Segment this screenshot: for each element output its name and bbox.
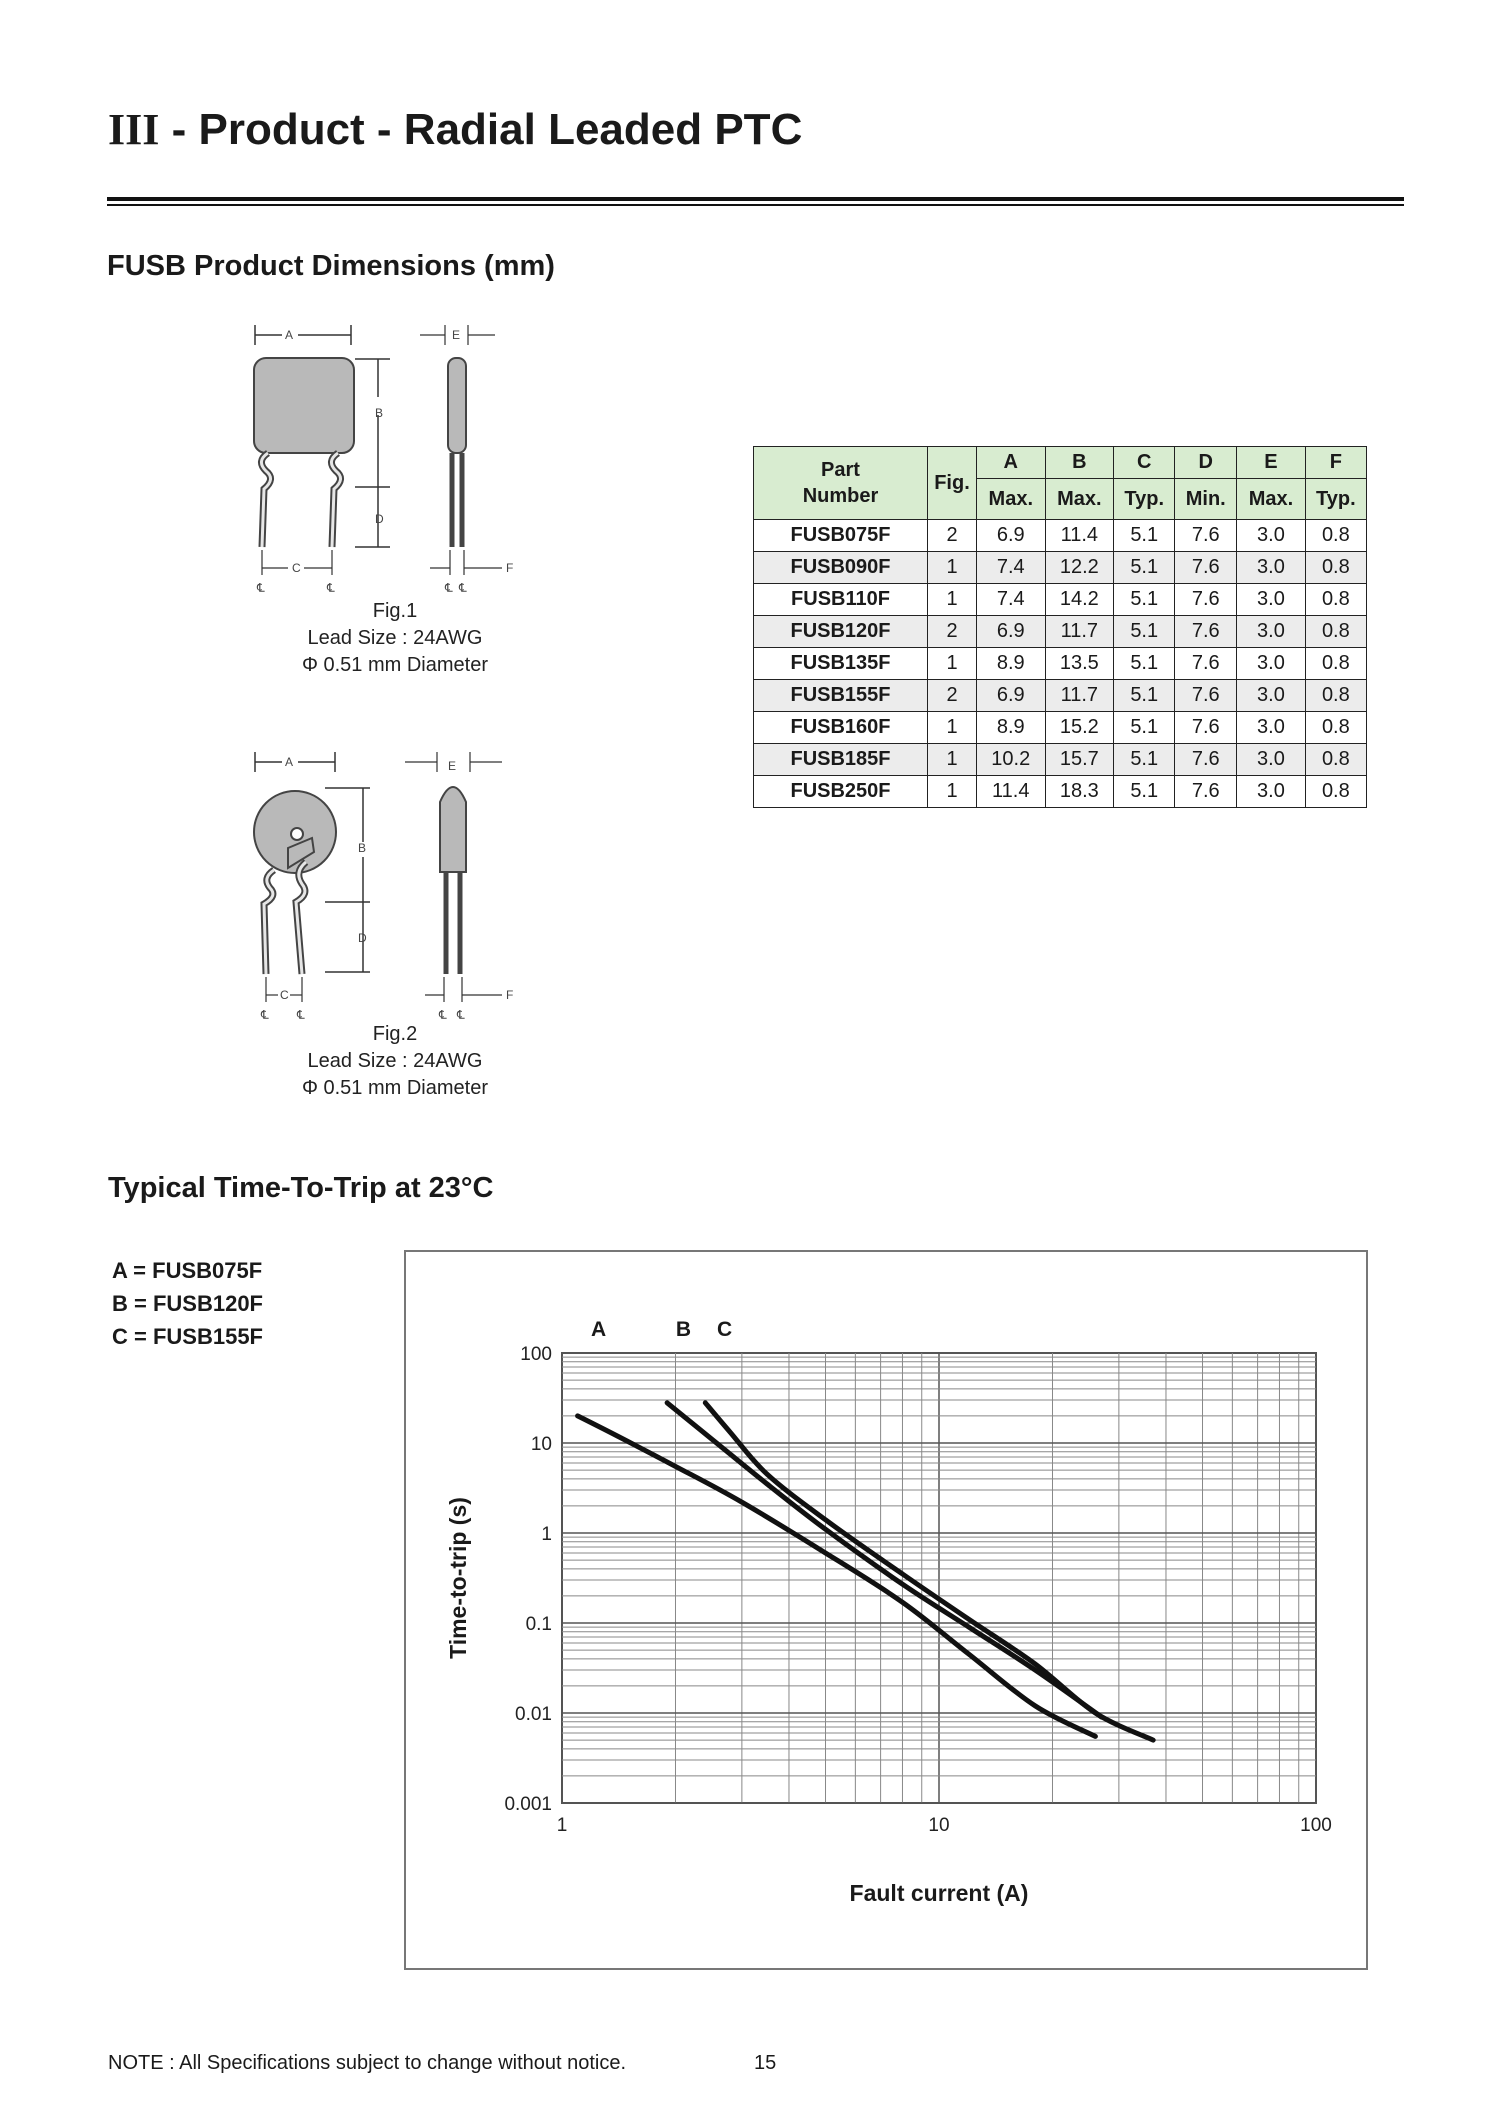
x-tick-label: 10 xyxy=(928,1815,950,1836)
fig1-label-b: B xyxy=(375,406,384,420)
fig1-cl-2: ℄ xyxy=(327,581,335,595)
fig2-cl-2: ℄ xyxy=(297,1008,305,1022)
y-tick-label: 10 xyxy=(530,1434,552,1455)
fig2-label-d: D xyxy=(358,931,367,945)
subheader-f: Typ. xyxy=(1305,479,1366,520)
fig2-name: Fig.2 xyxy=(372,1023,418,1045)
table-row: FUSB155F 2 6.9 11.7 5.1 7.6 3.0 0.8 xyxy=(754,680,1367,712)
table-row: FUSB090F 1 7.4 12.2 5.1 7.6 3.0 0.8 xyxy=(754,552,1367,584)
fig1-cl-4: ℄ xyxy=(459,581,467,595)
curve-legend xyxy=(112,1254,263,1353)
y-tick-label: 1 xyxy=(541,1524,552,1545)
table-row: FUSB075F 2 6.9 11.4 5.1 7.6 3.0 0.8 xyxy=(754,520,1367,552)
fig2-diameter: Φ 0.51 mm Diameter xyxy=(301,1077,488,1099)
table-row: FUSB135F 1 8.9 13.5 5.1 7.6 3.0 0.8 xyxy=(754,648,1367,680)
fig1-caption xyxy=(270,598,520,679)
fig1-lead-size: Lead Size : 24AWG xyxy=(307,627,483,649)
page-title xyxy=(108,104,802,155)
fig2-cl-1: ℄ xyxy=(261,1008,269,1022)
fig1-drawing xyxy=(240,325,530,610)
fig1-name: Fig.1 xyxy=(372,600,418,622)
y-tick-label: 100 xyxy=(520,1344,552,1365)
subheader-e: Max. xyxy=(1237,479,1306,520)
page-number: 15 xyxy=(754,2052,777,2074)
header-col-d: D xyxy=(1175,447,1237,479)
fig1-diameter: Φ 0.51 mm Diameter xyxy=(301,654,488,676)
x-axis-label: Fault current (A) xyxy=(849,1880,1029,1906)
trip-chart xyxy=(404,1250,1368,1970)
header-rule-thin xyxy=(107,204,1404,206)
subheader-b: Max. xyxy=(1045,479,1114,520)
legend-item-c: C = FUSB155F xyxy=(112,1324,263,1349)
header-col-f: F xyxy=(1305,447,1366,479)
section-numeral: III xyxy=(108,105,160,154)
table-row: FUSB250F 1 11.4 18.3 5.1 7.6 3.0 0.8 xyxy=(754,776,1367,808)
fig1-label-f: F xyxy=(506,561,514,575)
curve-label-c: C xyxy=(717,1318,733,1341)
subheader-a: Max. xyxy=(977,479,1046,520)
fig2-label-f: F xyxy=(506,988,514,1002)
y-tick-label: 0.1 xyxy=(525,1614,552,1635)
fig2-label-b: B xyxy=(358,841,367,855)
dimensions-title: FUSB Product Dimensions (mm) xyxy=(107,250,555,282)
fig1-label-c: C xyxy=(292,561,301,575)
header-col-e: E xyxy=(1237,447,1306,479)
curve-label-b: B xyxy=(675,1318,692,1341)
fig1-label-d: D xyxy=(375,512,384,526)
fig1-cl-1: ℄ xyxy=(257,581,265,595)
subheader-c: Typ. xyxy=(1114,479,1175,520)
dimensions-table xyxy=(753,446,1367,808)
fig1-label-a: A xyxy=(285,328,294,342)
page-title-text: - Product - Radial Leaded PTC xyxy=(159,105,803,154)
table-row: FUSB110F 1 7.4 14.2 5.1 7.6 3.0 0.8 xyxy=(754,584,1367,616)
header-col-b: B xyxy=(1045,447,1114,479)
header-part-number: Part Number xyxy=(754,447,928,520)
fig2-cl-4: ℄ xyxy=(457,1008,465,1022)
legend-item-b: B = FUSB120F xyxy=(112,1291,263,1316)
header-col-a: A xyxy=(977,447,1046,479)
y-tick-label: 0.001 xyxy=(504,1794,552,1815)
footer-note: NOTE : All Specifications subject to change without notice. xyxy=(108,2052,627,2074)
fig2-cl-3: ℄ xyxy=(439,1008,447,1022)
table-row: FUSB120F 2 6.9 11.7 5.1 7.6 3.0 0.8 xyxy=(754,616,1367,648)
table-row: FUSB160F 1 8.9 15.2 5.1 7.6 3.0 0.8 xyxy=(754,712,1367,744)
legend-item-a: A = FUSB075F xyxy=(112,1258,263,1283)
header-col-c: C xyxy=(1114,447,1175,479)
header-fig: Fig. xyxy=(928,447,977,520)
fig1-label-e: E xyxy=(452,328,461,342)
curve-label-a: A xyxy=(590,1318,607,1341)
x-tick-label: 100 xyxy=(1300,1815,1332,1836)
fig2-label-e: E xyxy=(448,759,457,773)
fig2-drawing xyxy=(240,752,530,1027)
y-axis-label: Time-to-trip (s) xyxy=(445,1497,471,1659)
fig2-label-a: A xyxy=(285,755,294,769)
fig2-caption xyxy=(270,1021,520,1102)
fig2-label-c: C xyxy=(280,988,289,1002)
trip-title: Typical Time-To-Trip at 23°C xyxy=(108,1172,494,1204)
subheader-d: Min. xyxy=(1175,479,1237,520)
y-tick-label: 0.01 xyxy=(515,1704,552,1725)
table-row: FUSB185F 1 10.2 15.7 5.1 7.6 3.0 0.8 xyxy=(754,744,1367,776)
header-rule xyxy=(107,197,1404,201)
fig2-lead-size: Lead Size : 24AWG xyxy=(307,1050,483,1072)
x-tick-label: 1 xyxy=(556,1815,568,1836)
fig1-cl-3: ℄ xyxy=(445,581,453,595)
